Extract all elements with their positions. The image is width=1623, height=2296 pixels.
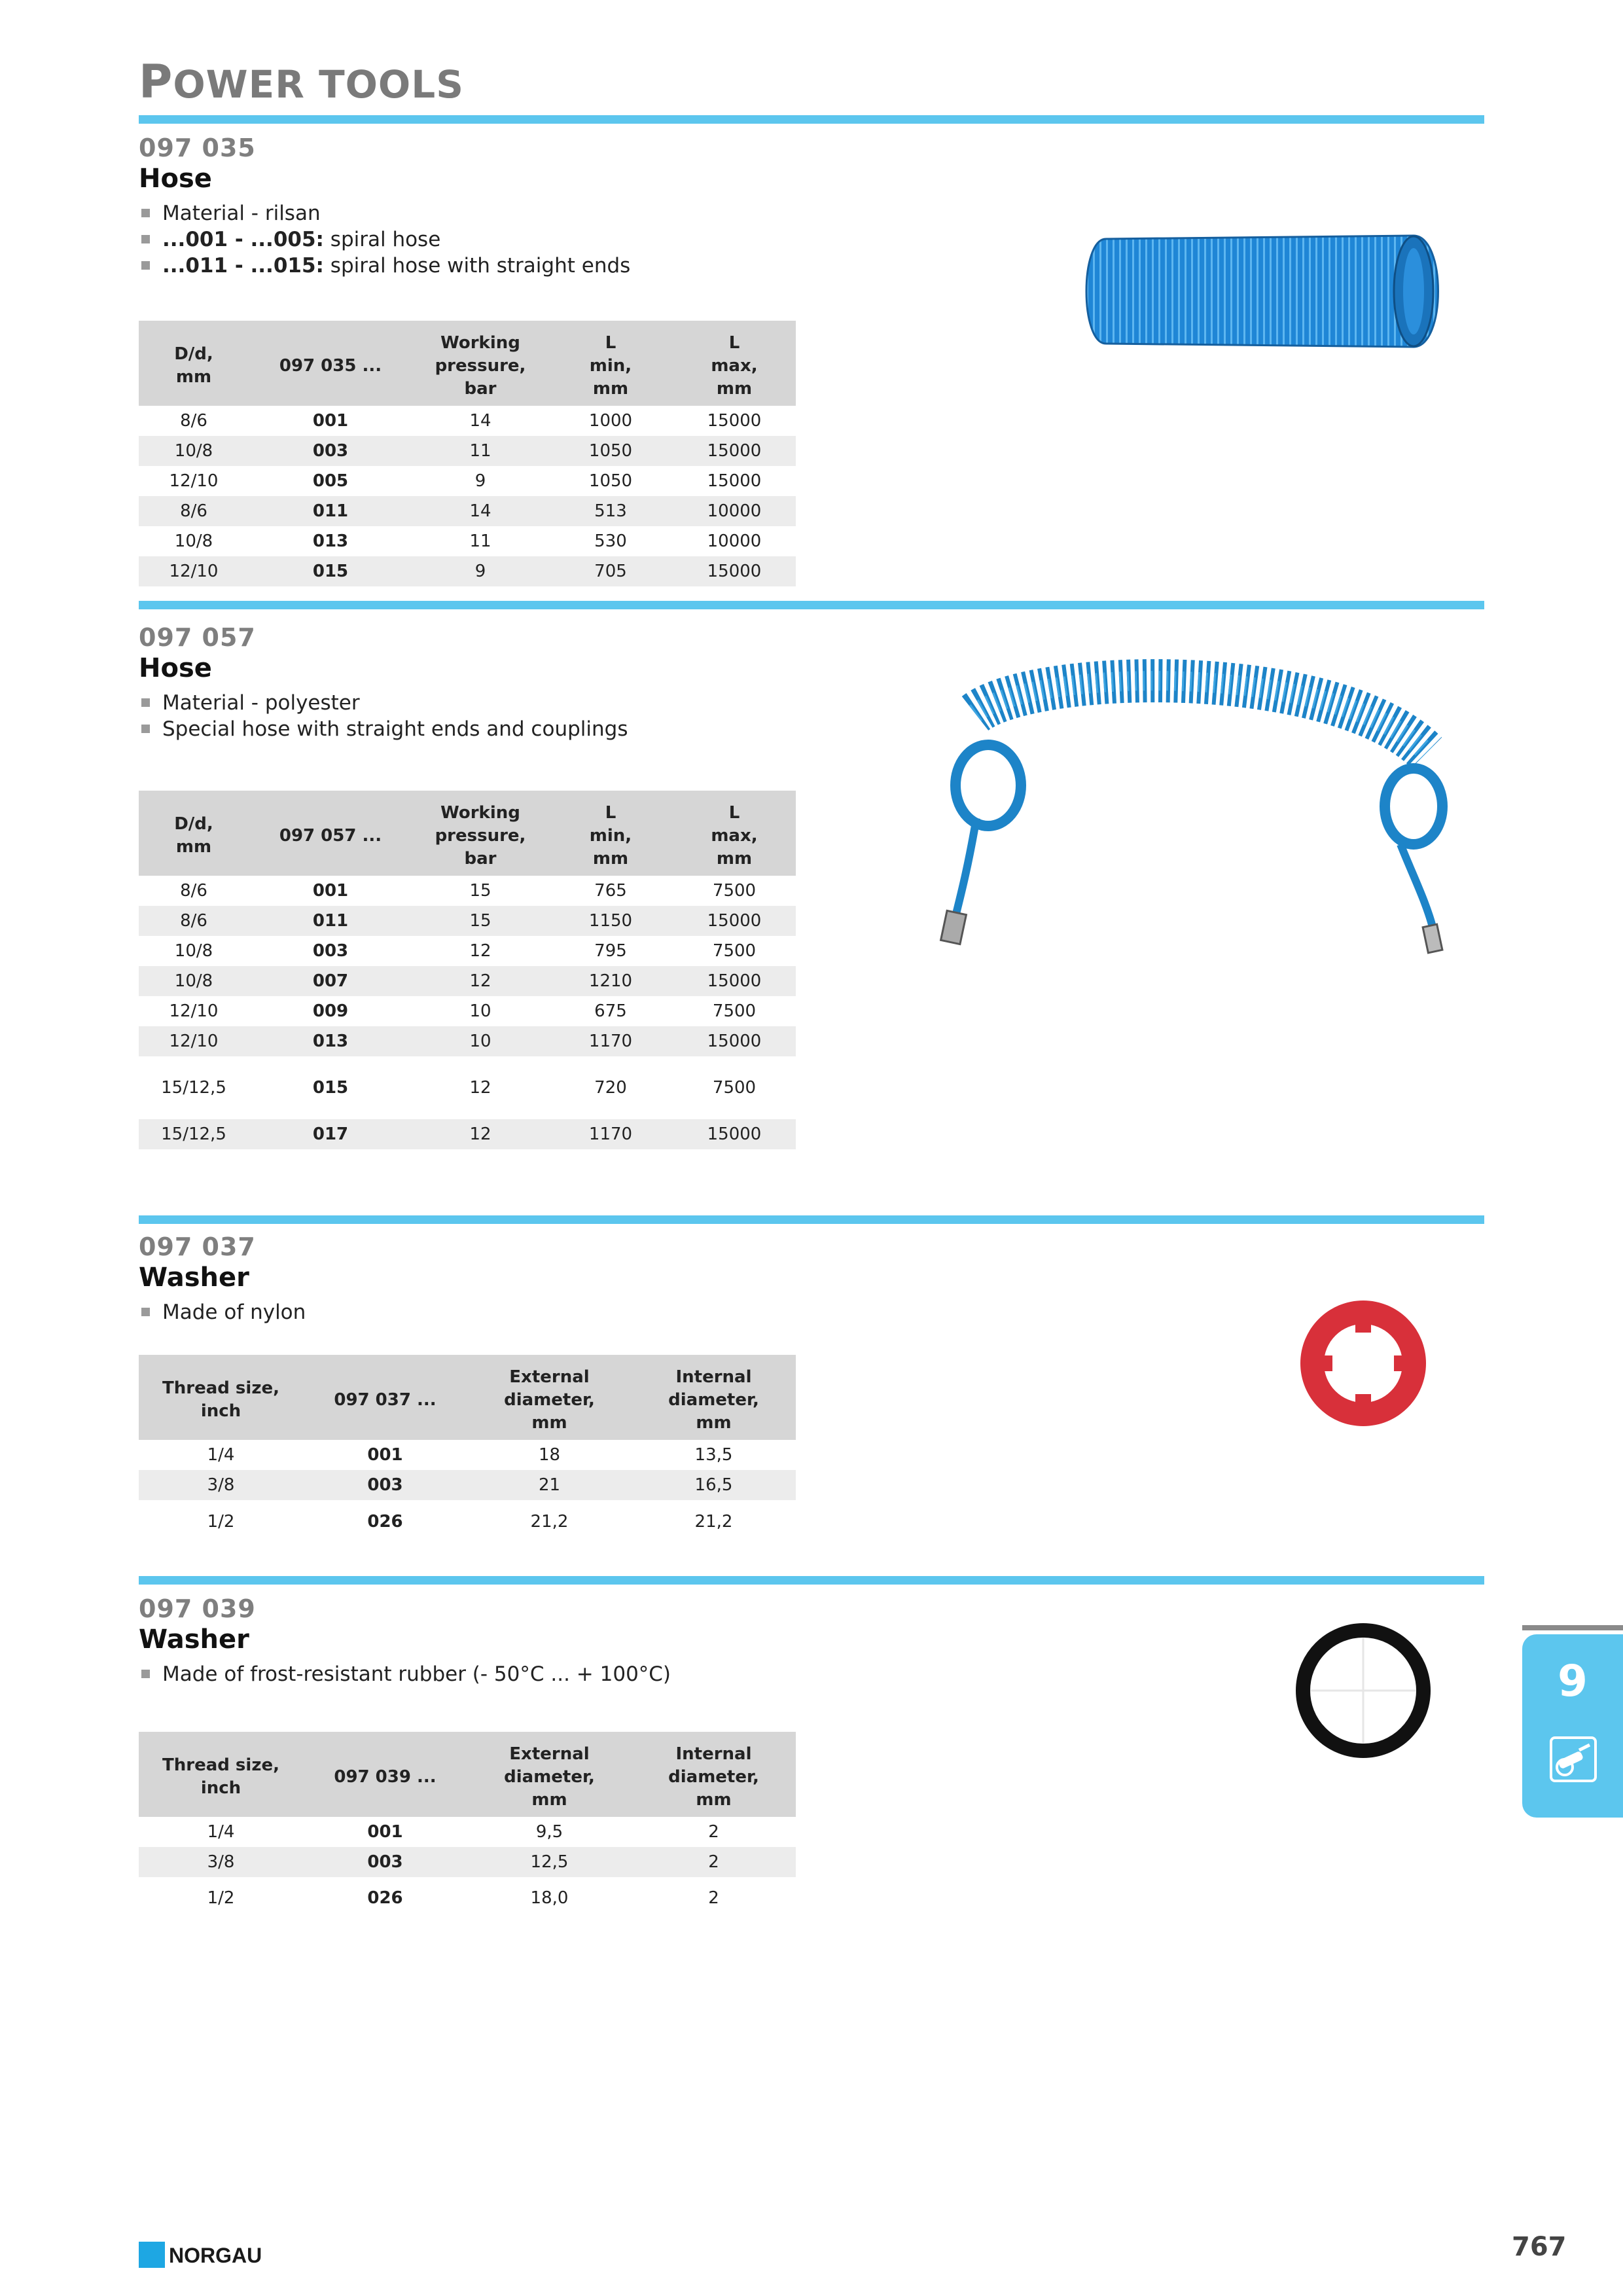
table-row <box>139 906 796 936</box>
table-cell: 015 <box>249 556 412 586</box>
column-header: Internal diameter, mm <box>632 1732 796 1817</box>
table-cell: 7500 <box>712 1078 757 1098</box>
feature-list <box>139 690 628 742</box>
column-header: Internal diameter, mm <box>632 1355 796 1440</box>
table-row <box>139 876 796 906</box>
table-cell: 15 <box>412 906 548 936</box>
spec-table <box>139 791 796 1149</box>
column-header: Working pressure, bar <box>412 321 548 406</box>
table-cell: 1210 <box>548 966 673 996</box>
table-cell: 15000 <box>707 471 762 491</box>
table-cell: 2 <box>632 1847 796 1877</box>
table-cell: 003 <box>303 1470 467 1500</box>
table-cell: 001 <box>367 1445 403 1465</box>
table-cell: 1170 <box>548 1119 673 1149</box>
table-cell: 017 <box>249 1119 412 1149</box>
table-cell: 15000 <box>673 436 796 466</box>
table-cell: 513 <box>548 496 673 526</box>
section-rule <box>139 1576 1484 1585</box>
red-washer-image <box>1294 1295 1432 1432</box>
table-cell: 21,2 <box>694 1512 733 1532</box>
column-header: External diameter, mm <box>467 1355 632 1440</box>
table-cell: 015 <box>312 1078 349 1098</box>
table-row <box>139 526 796 556</box>
table-cell: 1/4 <box>207 1822 235 1842</box>
table-cell: 2 <box>708 1822 719 1842</box>
table-header-row <box>139 1732 796 1817</box>
table-cell: 9 <box>474 471 486 491</box>
table-cell: 15 <box>469 881 491 901</box>
table-cell: 8/6 <box>180 881 207 901</box>
feature-item: Made of nylon <box>139 1299 306 1325</box>
table-cell: 1/2 <box>207 1512 235 1532</box>
column-header: 097 039 ... <box>303 1732 467 1817</box>
table-cell: 8/6 <box>139 496 249 526</box>
table-cell: 013 <box>249 1026 412 1056</box>
table-cell: 12 <box>469 1078 491 1098</box>
table-cell: 13,5 <box>694 1445 733 1465</box>
table-cell: 15/12,5 <box>161 1078 226 1098</box>
table-header-row <box>139 791 796 876</box>
table-cell: 10000 <box>673 496 796 526</box>
chapter-number: 9 <box>1558 1656 1588 1706</box>
table-row <box>139 1026 796 1056</box>
table-cell: 1000 <box>588 411 633 431</box>
coiled-hose-with-couplings-image <box>929 655 1466 969</box>
table-cell: 007 <box>249 966 412 996</box>
table-cell: 7500 <box>712 941 757 961</box>
table-cell: 10/8 <box>174 941 213 961</box>
section-097-035 <box>139 134 630 279</box>
article-name: Hose <box>139 653 212 683</box>
section-097-037 <box>139 1232 306 1325</box>
table-cell: 1/2 <box>207 1888 235 1908</box>
table-cell: 705 <box>548 556 673 586</box>
column-header: Thread size, inch <box>139 1355 303 1440</box>
table-cell: 1050 <box>588 471 633 491</box>
table-cell: 9 <box>412 556 548 586</box>
table-row <box>139 1440 796 1470</box>
table-cell: 1170 <box>548 1026 673 1056</box>
spec-table <box>139 1732 796 1919</box>
table-cell: 12/10 <box>169 1001 219 1021</box>
table-cell: 15000 <box>673 1026 796 1056</box>
table-cell: 3/8 <box>139 1470 303 1500</box>
feature-item: Made of frost-resistant rubber (- 50°C ... + 100°C) <box>139 1661 671 1687</box>
table-row <box>139 936 796 966</box>
table-cell: 14 <box>412 496 548 526</box>
table-cell: 12 <box>412 1119 548 1149</box>
feature-item: ...011 - ...015: spiral hose with straight ends <box>139 253 630 279</box>
table-cell: 15000 <box>673 1119 796 1149</box>
table-cell: 11 <box>412 436 548 466</box>
table-header-row <box>139 1355 796 1440</box>
column-header: 097 057 ... <box>249 791 412 876</box>
table-row <box>139 1470 796 1500</box>
column-header: External diameter, mm <box>467 1732 632 1817</box>
feature-item: Material - polyester <box>139 690 628 716</box>
article-code: 097 037 <box>139 1232 256 1261</box>
table-cell: 3/8 <box>139 1847 303 1877</box>
column-header: L max, mm <box>673 321 796 406</box>
side-tab-divider <box>1522 1625 1623 1630</box>
feature-list <box>139 1661 671 1687</box>
table-cell: 001 <box>367 1822 403 1842</box>
table-cell: 16,5 <box>632 1470 796 1500</box>
spec-table <box>139 321 796 586</box>
table-cell: 15000 <box>673 906 796 936</box>
table-cell: 530 <box>594 531 627 551</box>
angle-grinder-icon <box>1549 1736 1597 1783</box>
table-row <box>139 466 796 496</box>
feature-item: Material - rilsan <box>139 200 630 226</box>
table-header-row <box>139 321 796 406</box>
table-cell: 011 <box>249 906 412 936</box>
column-header: L min, mm <box>548 791 673 876</box>
feature-item: Special hose with straight ends and couplings <box>139 716 628 742</box>
table-cell: 005 <box>312 471 349 491</box>
article-code: 097 039 <box>139 1594 256 1623</box>
table-row <box>139 406 796 436</box>
table-cell: 8/6 <box>139 906 249 936</box>
column-header: D/d, mm <box>139 791 249 876</box>
table-cell: 001 <box>312 881 349 901</box>
page-number: 767 <box>1512 2232 1567 2262</box>
page-title: POWER TOOLS <box>139 55 464 109</box>
table-cell: 10 <box>469 1001 491 1021</box>
table-row <box>139 556 796 586</box>
table-cell: 21,2 <box>530 1512 569 1532</box>
table-cell: 1/4 <box>207 1445 235 1465</box>
table-cell: 2 <box>708 1888 719 1908</box>
column-header: 097 037 ... <box>303 1355 467 1440</box>
table-cell: 12/10 <box>139 556 249 586</box>
brand-name: NORGAU <box>169 2244 262 2267</box>
table-cell: 8/6 <box>180 411 207 431</box>
table-cell: 10/8 <box>174 531 213 551</box>
table-cell: 003 <box>249 436 412 466</box>
table-cell: 10/8 <box>139 966 249 996</box>
table-cell: 18 <box>538 1445 561 1465</box>
table-cell: 009 <box>312 1001 349 1021</box>
article-code: 097 035 <box>139 134 256 162</box>
section-097-057 <box>139 623 628 742</box>
table-cell: 10000 <box>707 531 762 551</box>
column-header: 097 035 ... <box>249 321 412 406</box>
table-cell: 12 <box>412 966 548 996</box>
article-code: 097 057 <box>139 623 256 652</box>
table-cell: 15000 <box>673 556 796 586</box>
table-cell: 10/8 <box>139 436 249 466</box>
table-cell: 720 <box>594 1078 627 1098</box>
table-row <box>139 1847 796 1877</box>
table-cell: 12/10 <box>169 471 219 491</box>
table-cell: 013 <box>312 531 349 551</box>
table-cell: 1050 <box>548 436 673 466</box>
table-cell: 003 <box>312 941 349 961</box>
article-name: Washer <box>139 1263 249 1293</box>
black-washer-image <box>1294 1622 1432 1759</box>
table-row <box>139 1119 796 1149</box>
article-name: Hose <box>139 164 212 194</box>
table-cell: 14 <box>469 411 491 431</box>
table-row <box>139 1817 796 1847</box>
column-header: D/d, mm <box>139 321 249 406</box>
table-cell: 001 <box>312 411 349 431</box>
feature-list <box>139 200 630 279</box>
table-cell: 11 <box>469 531 491 551</box>
spec-table <box>139 1355 796 1543</box>
table-row <box>139 496 796 526</box>
table-row <box>139 1056 796 1119</box>
feature-list <box>139 1299 306 1325</box>
header-rule <box>139 115 1484 124</box>
column-header: L max, mm <box>673 791 796 876</box>
table-cell: 15000 <box>707 411 762 431</box>
table-cell: 003 <box>303 1847 467 1877</box>
table-cell: 7500 <box>712 881 757 901</box>
table-cell: 9,5 <box>535 1822 563 1842</box>
column-header: L min, mm <box>548 321 673 406</box>
table-cell: 795 <box>594 941 627 961</box>
column-header: Thread size, inch <box>139 1732 303 1817</box>
section-rule <box>139 1215 1484 1224</box>
table-cell: 18,0 <box>530 1888 569 1908</box>
table-row <box>139 966 796 996</box>
blue-spiral-hose-image <box>1060 223 1453 360</box>
table-cell: 21 <box>467 1470 632 1500</box>
table-cell: 7500 <box>712 1001 757 1021</box>
brand-logo-mark <box>139 2242 165 2268</box>
table-cell: 12 <box>469 941 491 961</box>
table-cell: 15/12,5 <box>139 1119 249 1149</box>
table-cell: 026 <box>367 1888 403 1908</box>
table-cell: 1150 <box>548 906 673 936</box>
table-cell: 765 <box>594 881 627 901</box>
table-cell: 12/10 <box>139 1026 249 1056</box>
table-cell: 10 <box>412 1026 548 1056</box>
table-cell: 026 <box>367 1512 403 1532</box>
table-cell: 011 <box>249 496 412 526</box>
section-rule <box>139 601 1484 609</box>
column-header: Working pressure, bar <box>412 791 548 876</box>
table-cell: 675 <box>594 1001 627 1021</box>
table-row <box>139 1877 796 1919</box>
table-row <box>139 1500 796 1543</box>
section-097-039 <box>139 1594 671 1687</box>
table-cell: 15000 <box>673 966 796 996</box>
table-row <box>139 996 796 1026</box>
table-row <box>139 436 796 466</box>
feature-item: ...001 - ...005: spiral hose <box>139 226 630 253</box>
table-cell: 12,5 <box>467 1847 632 1877</box>
article-name: Washer <box>139 1624 249 1655</box>
